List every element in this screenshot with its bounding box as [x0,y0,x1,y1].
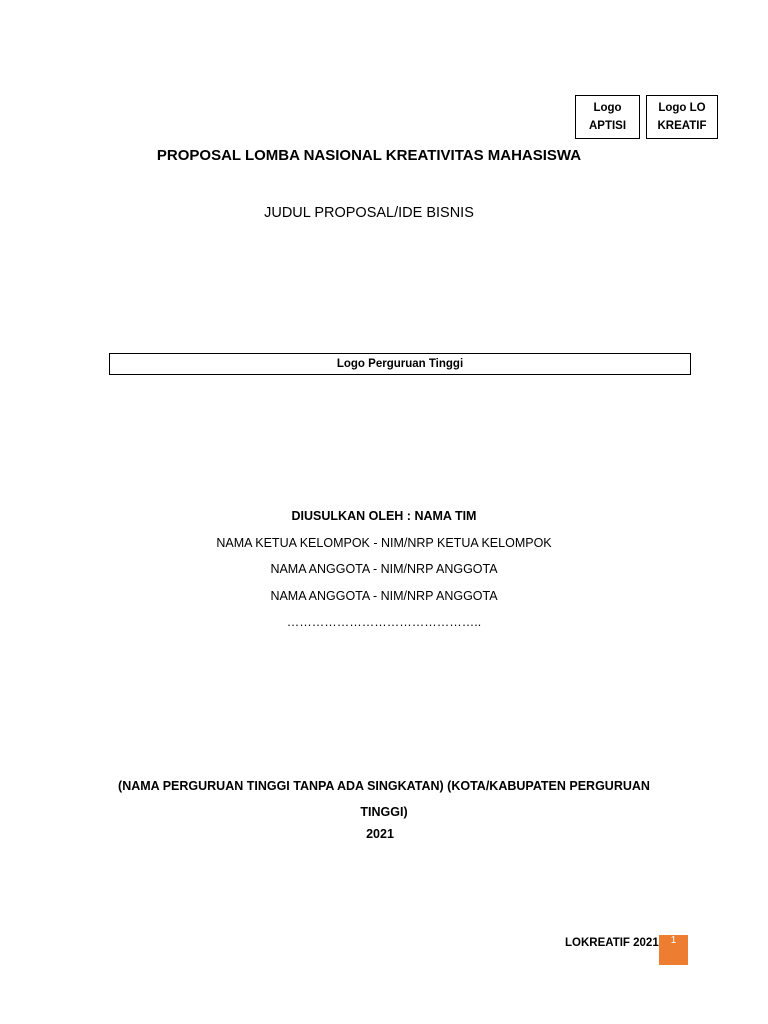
logo-lo-kreatif-line2: KREATIF [657,120,707,132]
logo-lo-kreatif-line1: Logo LO [658,102,706,114]
footer-label: LOKREATIF 2021 [565,937,659,949]
institution-line2: TINGGI) [360,805,408,819]
logo-aptisi-line2: APTISI [588,120,627,132]
year-label: 2021 [366,827,394,841]
team-leader-line: NAMA KETUA KELOMPOK - NIM/NRP KETUA KELOMPOK [216,535,552,550]
proposal-title: PROPOSAL LOMBA NASIONAL KREATIVITAS MAHASISWA [156,147,582,164]
page-number: 1 [670,935,677,946]
logo-aptisi-placeholder [575,95,640,139]
logo-lo-kreatif-placeholder [646,95,718,139]
logo-aptisi-line1: Logo [593,102,622,114]
team-member-line: NAMA ANGGOTA - NIM/NRP ANGGOTA [270,562,498,576]
proposal-subtitle: JUDUL PROPOSAL/IDE BISNIS [264,205,474,221]
proposer-heading: DIUSULKAN OLEH : NAMA TIM [291,509,477,523]
university-logo-placeholder: Logo Perguruan Tinggi [109,353,691,375]
proposer-section [0,506,768,639]
institution-block [88,773,680,825]
institution-line1: (NAMA PERGURUAN TINGGI TANPA ADA SINGKATAN) (KOTA/KABUPATEN PERGURUAN [118,779,650,793]
ellipsis-line: ……………………………………….. [286,615,482,629]
page-number-badge [659,935,688,965]
team-member-line: NAMA ANGGOTA - NIM/NRP ANGGOTA [270,588,498,603]
